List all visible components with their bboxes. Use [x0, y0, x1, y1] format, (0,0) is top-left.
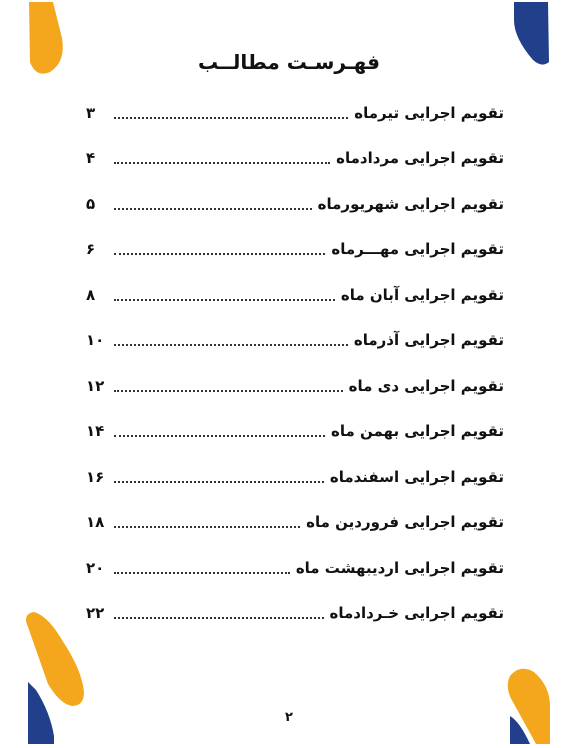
toc-entry-label: تقویم اجرایی بهمن ماه: [331, 422, 504, 441]
toc-row[interactable]: [86, 454, 504, 500]
toc-entry-label: تقویم اجرایی آذرماه: [353, 331, 504, 350]
toc-title: فهـرسـت مطالــب: [198, 50, 380, 74]
dot-leader: [114, 117, 348, 119]
dot-leader: [114, 299, 335, 301]
toc-row[interactable]: [86, 500, 504, 546]
toc-entry-label: تقویم اجرایی خـردادماه: [329, 604, 504, 623]
toc-page-number: ۶: [86, 240, 96, 259]
toc-row[interactable]: [86, 409, 504, 455]
toc-row[interactable]: [86, 272, 504, 318]
toc-page-number: ۲۰: [86, 558, 105, 577]
toc-row[interactable]: [86, 318, 504, 364]
dot-leader: [114, 162, 330, 164]
toc-entry-label: تقویم اجرایی تیرماه: [354, 103, 504, 122]
page-number: ۲: [285, 710, 293, 725]
toc-row[interactable]: [86, 90, 504, 136]
toc-entry-label: تقویم اجرایی دی ماه: [348, 376, 504, 395]
toc-entry-label: تقویم اجرایی فروردین ماه: [306, 513, 504, 532]
toc-entry-label: تقویم اجرایی مهـــرماه: [331, 240, 504, 259]
toc-row[interactable]: [86, 591, 504, 637]
dot-leader: [114, 481, 324, 483]
dot-leader: [114, 390, 343, 392]
toc-page-number: ۱۰: [86, 331, 105, 350]
dot-leader: [114, 572, 290, 574]
toc-row[interactable]: [86, 227, 504, 273]
toc-page-number: ۴: [86, 149, 96, 168]
bottom-right-shapes: [508, 669, 550, 744]
toc-page-number: ۱۸: [86, 513, 105, 532]
dot-leader: [114, 617, 324, 619]
dot-leader: [114, 344, 348, 346]
toc-row[interactable]: [86, 136, 504, 182]
toc-page-number: ۱۴: [86, 422, 105, 441]
toc-page-number: ۸: [86, 285, 96, 304]
toc-page-number: ۱۲: [86, 376, 105, 395]
toc-row[interactable]: [86, 181, 504, 227]
toc-page-number: ۱۶: [86, 467, 105, 486]
dot-leader: [114, 526, 300, 528]
toc-entry-label: تقویم اجرایی اسفندماه: [329, 467, 504, 486]
toc-entry-label: تقویم اجرایی مردادماه: [336, 149, 504, 168]
toc-page-number: ۳: [86, 103, 96, 122]
dot-leader: [114, 208, 312, 210]
toc-page-number: ۵: [86, 194, 96, 213]
toc-entry-label: تقویم اجرایی شهریورماه: [317, 194, 504, 213]
toc-entry-label: تقویم اجرایی آبان ماه: [340, 285, 504, 304]
toc-entry-label: تقویم اجرایی اردیبهشت ماه: [295, 558, 504, 577]
toc-row[interactable]: [86, 363, 504, 409]
toc-row[interactable]: [86, 545, 504, 591]
dot-leader: [114, 435, 325, 437]
toc-page-number: ۲۲: [86, 604, 105, 623]
dot-leader: [114, 253, 325, 255]
table-of-contents: [86, 90, 504, 636]
